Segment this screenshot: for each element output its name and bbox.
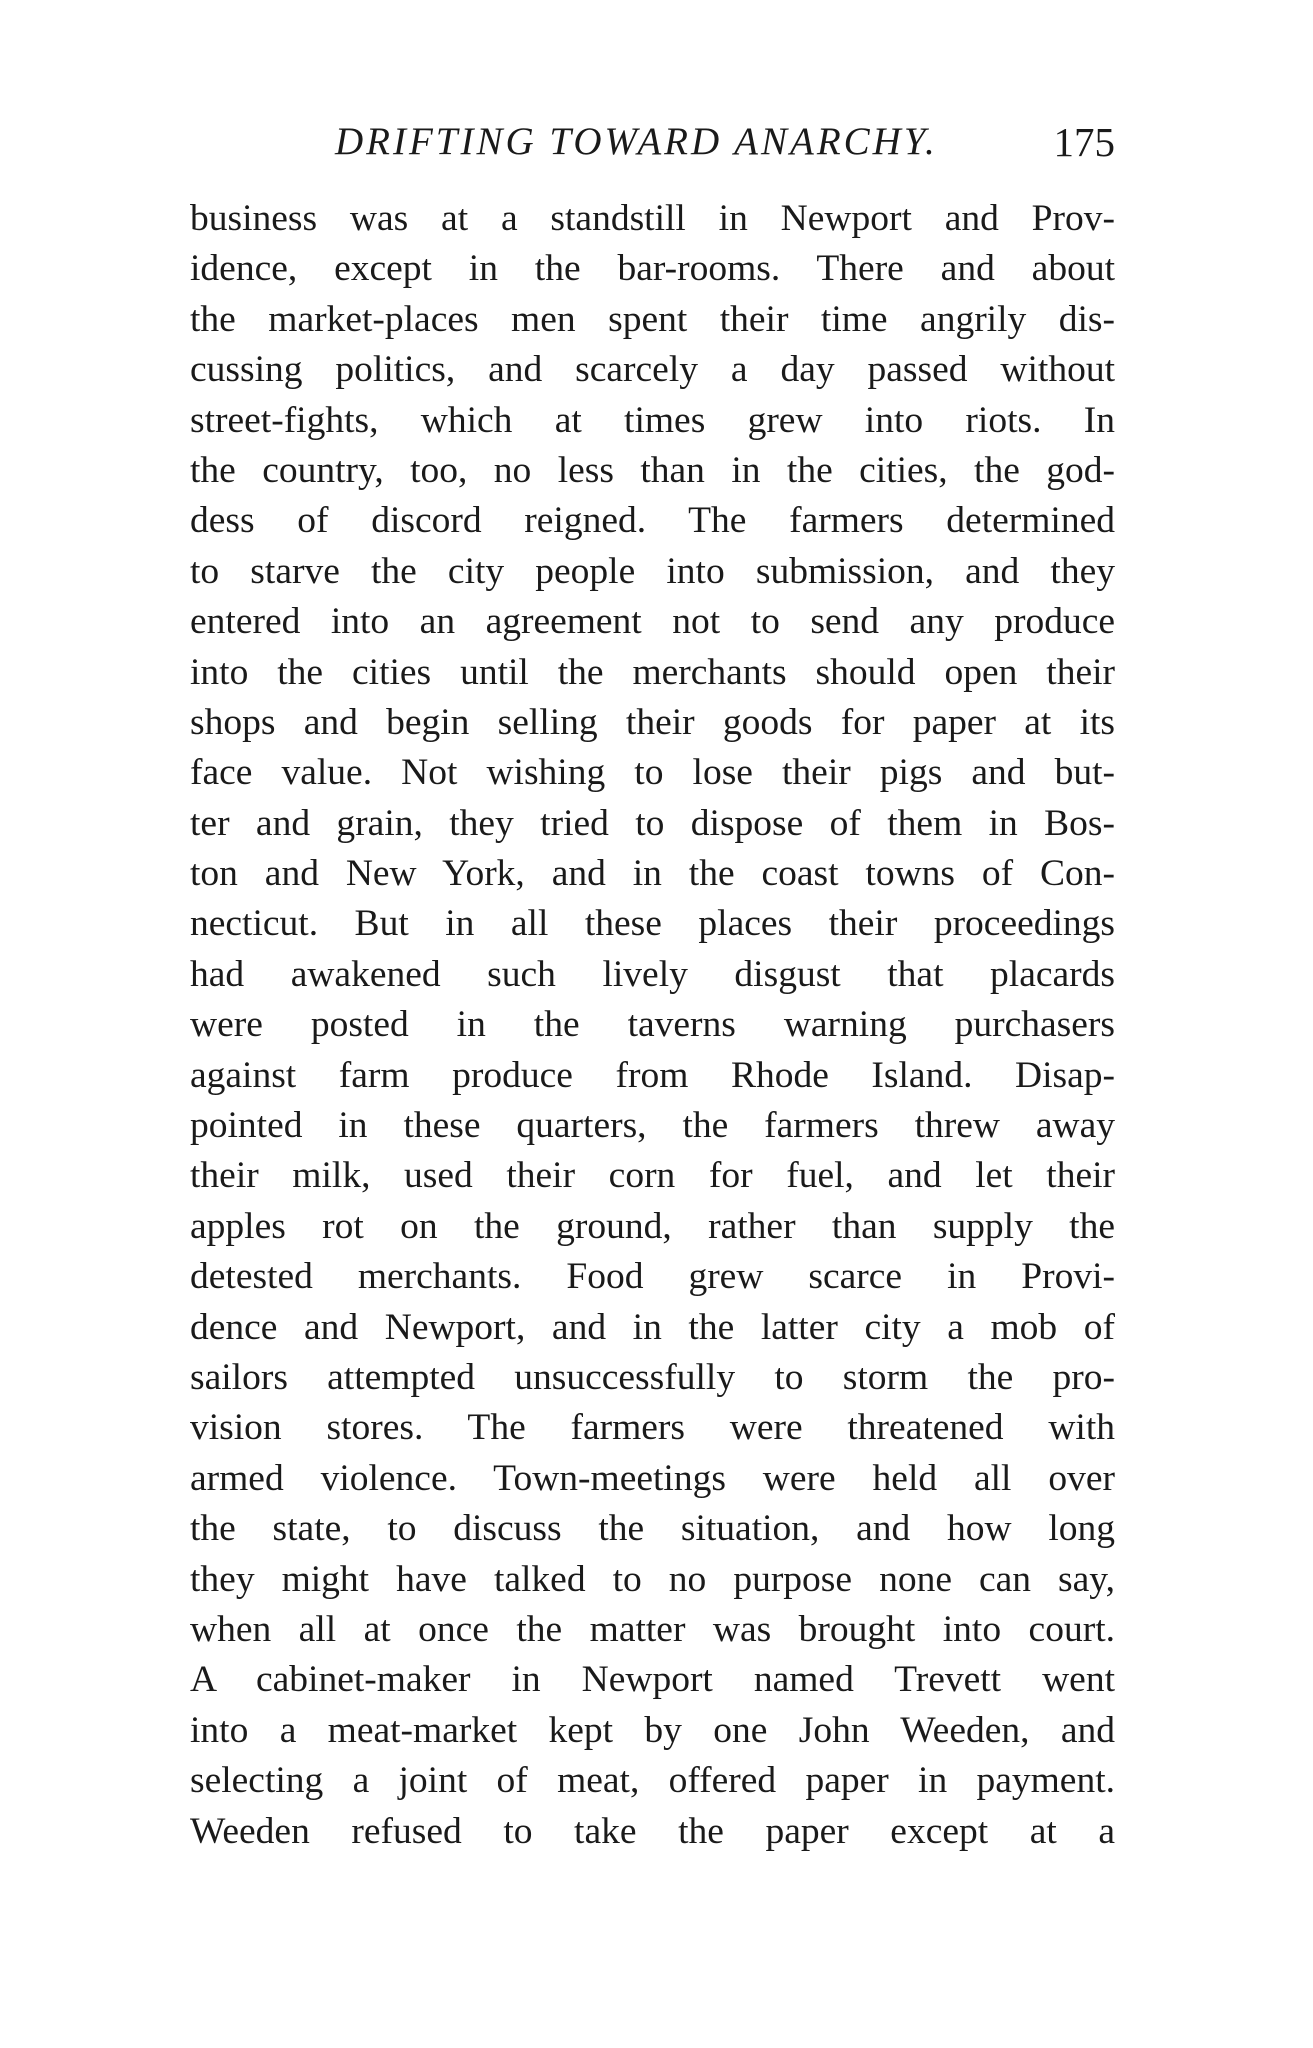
body-text	[190, 194, 1115, 1857]
text-line: street-fights, which at times grew into riots. In	[190, 399, 1115, 441]
text-line: ter and grain, they tried to dispose of them in Bos-	[190, 802, 1115, 844]
text-line: armed violence. Town-meetings were held all over	[190, 1457, 1115, 1499]
text-line: entered into an agreement not to send any produce	[190, 601, 1115, 643]
text-line: had awakened such lively disgust that placards	[190, 953, 1115, 995]
text-line: into a meat-market kept by one John Weeden, and	[190, 1709, 1115, 1751]
text-line: to starve the city people into submission, and they	[190, 550, 1115, 592]
text-line: Weeden refused to take the paper except at a	[190, 1810, 1115, 1852]
page-header	[335, 112, 1115, 172]
text-line: face value. Not wishing to lose their pigs and but-	[190, 752, 1115, 794]
text-line: into the cities until the merchants should open their	[190, 651, 1115, 693]
text-line: the market-places men spent their time angrily dis-	[190, 298, 1115, 340]
page-number: 175	[1053, 119, 1115, 165]
text-line: pointed in these quarters, the farmers threw away	[190, 1105, 1115, 1147]
text-line: the state, to discuss the situation, and how long	[190, 1508, 1115, 1550]
text-line: detested merchants. Food grew scarce in Provi-	[190, 1256, 1115, 1298]
text-line: they might have talked to no purpose none can say,	[190, 1558, 1115, 1600]
text-line: sailors attempted unsuccessfully to storm the pro-	[190, 1356, 1115, 1398]
text-line: vision stores. The farmers were threatened with	[190, 1407, 1115, 1449]
text-line: shops and begin selling their goods for paper at its	[190, 701, 1115, 743]
text-line: dess of discord reigned. The farmers determined	[190, 500, 1115, 542]
text-line: selecting a joint of meat, offered paper in payment.	[190, 1760, 1115, 1802]
text-line: their milk, used their corn for fuel, and let their	[190, 1155, 1115, 1197]
text-line: against farm produce from Rhode Island. Disap-	[190, 1054, 1115, 1096]
text-line: dence and Newport, and in the latter city a mob of	[190, 1306, 1115, 1348]
text-line: business was at a standstill in Newport and Prov-	[190, 198, 1115, 239]
text-line: cussing politics, and scarcely a day passed without	[190, 349, 1115, 391]
text-line: were posted in the taverns warning purchasers	[190, 1004, 1115, 1046]
text-line: idence, except in the bar-rooms. There and about	[190, 248, 1115, 290]
running-title: DRIFTING TOWARD ANARCHY.	[335, 120, 938, 163]
text-line: apples rot on the ground, rather than supply the	[190, 1205, 1115, 1247]
text-line: necticut. But in all these places their proceedings	[190, 903, 1115, 945]
text-line: A cabinet-maker in Newport named Trevett went	[190, 1659, 1115, 1701]
text-line: when all at once the matter was brought into court.	[190, 1608, 1115, 1650]
text-line: the country, too, no less than in the cities, the god-	[190, 449, 1115, 491]
text-line: ton and New York, and in the coast towns of Con-	[190, 853, 1115, 895]
